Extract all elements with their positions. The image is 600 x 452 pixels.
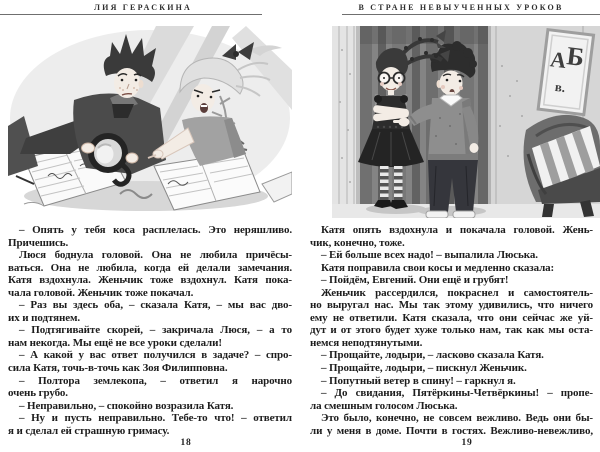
left-illustration-children-notebooks [8, 26, 292, 218]
text-line: но выругал нас. Мы так этому удивились, что ничего [310, 299, 593, 312]
text-line: – Прощайте, лодыри, – ласково сказала Катя. [321, 349, 544, 362]
text-line: – До свидания, Пятёркины-Четвёркины! – пропе- [321, 387, 593, 400]
text-line: Люся боднула головой. Она не любила причёсы- [19, 249, 292, 262]
text-line: чала головой. Женьчик тоже покачал. [8, 286, 194, 299]
frame-letter-b: Б [565, 41, 586, 73]
right-running-head: В СТРАНЕ НЕВЫУЧЕННЫХ УРОКОВ [358, 3, 564, 12]
text-line: ваться. Она не любила, когда ей делали замечания. [8, 261, 292, 274]
text-line: чик, конечно, тоже. [310, 236, 405, 249]
text-line: – Ну и пусть неправильно. Тебе-то что! – ответил [19, 412, 292, 425]
right-header-rule [342, 14, 600, 15]
text-line: – Ей больше всех надо! – выпалила Люська. [321, 249, 538, 262]
text-line: – Пойдём, Евгений. Они ещё и грубят! [321, 274, 509, 287]
text-line: – Неправильно, – спокойно возразила Катя. [19, 399, 234, 412]
text-line: я и сделал ей страшную гримасу. [8, 424, 170, 437]
text-line: – Прощайте, лодыри, – пискнул Женьчик. [321, 362, 527, 375]
text-line: их и подтянем. [8, 311, 81, 324]
text-line: – Подтягивайте скорей, – закричала Люся, – а то [19, 324, 292, 337]
text-line: – А какой у вас ответ получился в задаче? – спро- [19, 349, 292, 362]
right-page-text [310, 224, 593, 437]
text-line: нам некогда. Мы ещё не все уроки сделали! [8, 336, 222, 349]
text-line: ли у меня в доме. Почти в гостях. Вежливо-невежливо, [310, 424, 593, 437]
frame-letter-v: в. [554, 78, 567, 96]
text-line: – Попутный ветер в спину! – гаркнул я. [321, 374, 516, 387]
left-page-number: 18 [180, 438, 192, 448]
frame-letter-a: А [548, 46, 568, 73]
left-header-rule [0, 14, 262, 15]
text-line: Катя вздохнула. Женьчик тоже вздохнул. Катя пока- [8, 274, 292, 287]
text-line: дут и от этого будет хуже только нам, так как мы оста- [310, 324, 593, 337]
text-line: очень грубо. [8, 387, 68, 400]
text-line: Катя поправила свои косы и медленно сказала: [321, 261, 555, 274]
left-page-text [8, 224, 292, 437]
text-line: – Раз вы здесь оба, – сказала Катя, – мы вас дво- [19, 299, 292, 312]
text-line: немся неподтянутыми. [310, 336, 423, 349]
text-line: ему не ответили. Катя сказала, что они сейчас же уй- [310, 311, 593, 324]
text-line: Это было, конечно, не совсем вежливо. Ведь они бы- [321, 412, 593, 425]
text-line: Женьчик рассердился, покраснел и самостоятель- [321, 286, 593, 299]
left-running-head: ЛИЯ ГЕРАСКИНА [93, 3, 193, 12]
right-page-number: 19 [461, 438, 473, 448]
text-line: ла смешным голосом Люська. [310, 399, 458, 412]
right-illustration-katya-zhenchik [332, 26, 600, 218]
alphabet-frame [538, 30, 593, 115]
text-line: – Полтора землекопа, – ответил я нарочно [19, 374, 292, 387]
text-line: – Опять у тебя коса расплелась. Это неряшливо. [19, 224, 292, 236]
text-line: Причешись. [8, 236, 69, 249]
text-line: Катя опять вздохнула и покачала головой. Жень- [321, 224, 593, 236]
text-line: сила Катя, точь-в-точь как Зоя Филипповна. [8, 362, 228, 375]
